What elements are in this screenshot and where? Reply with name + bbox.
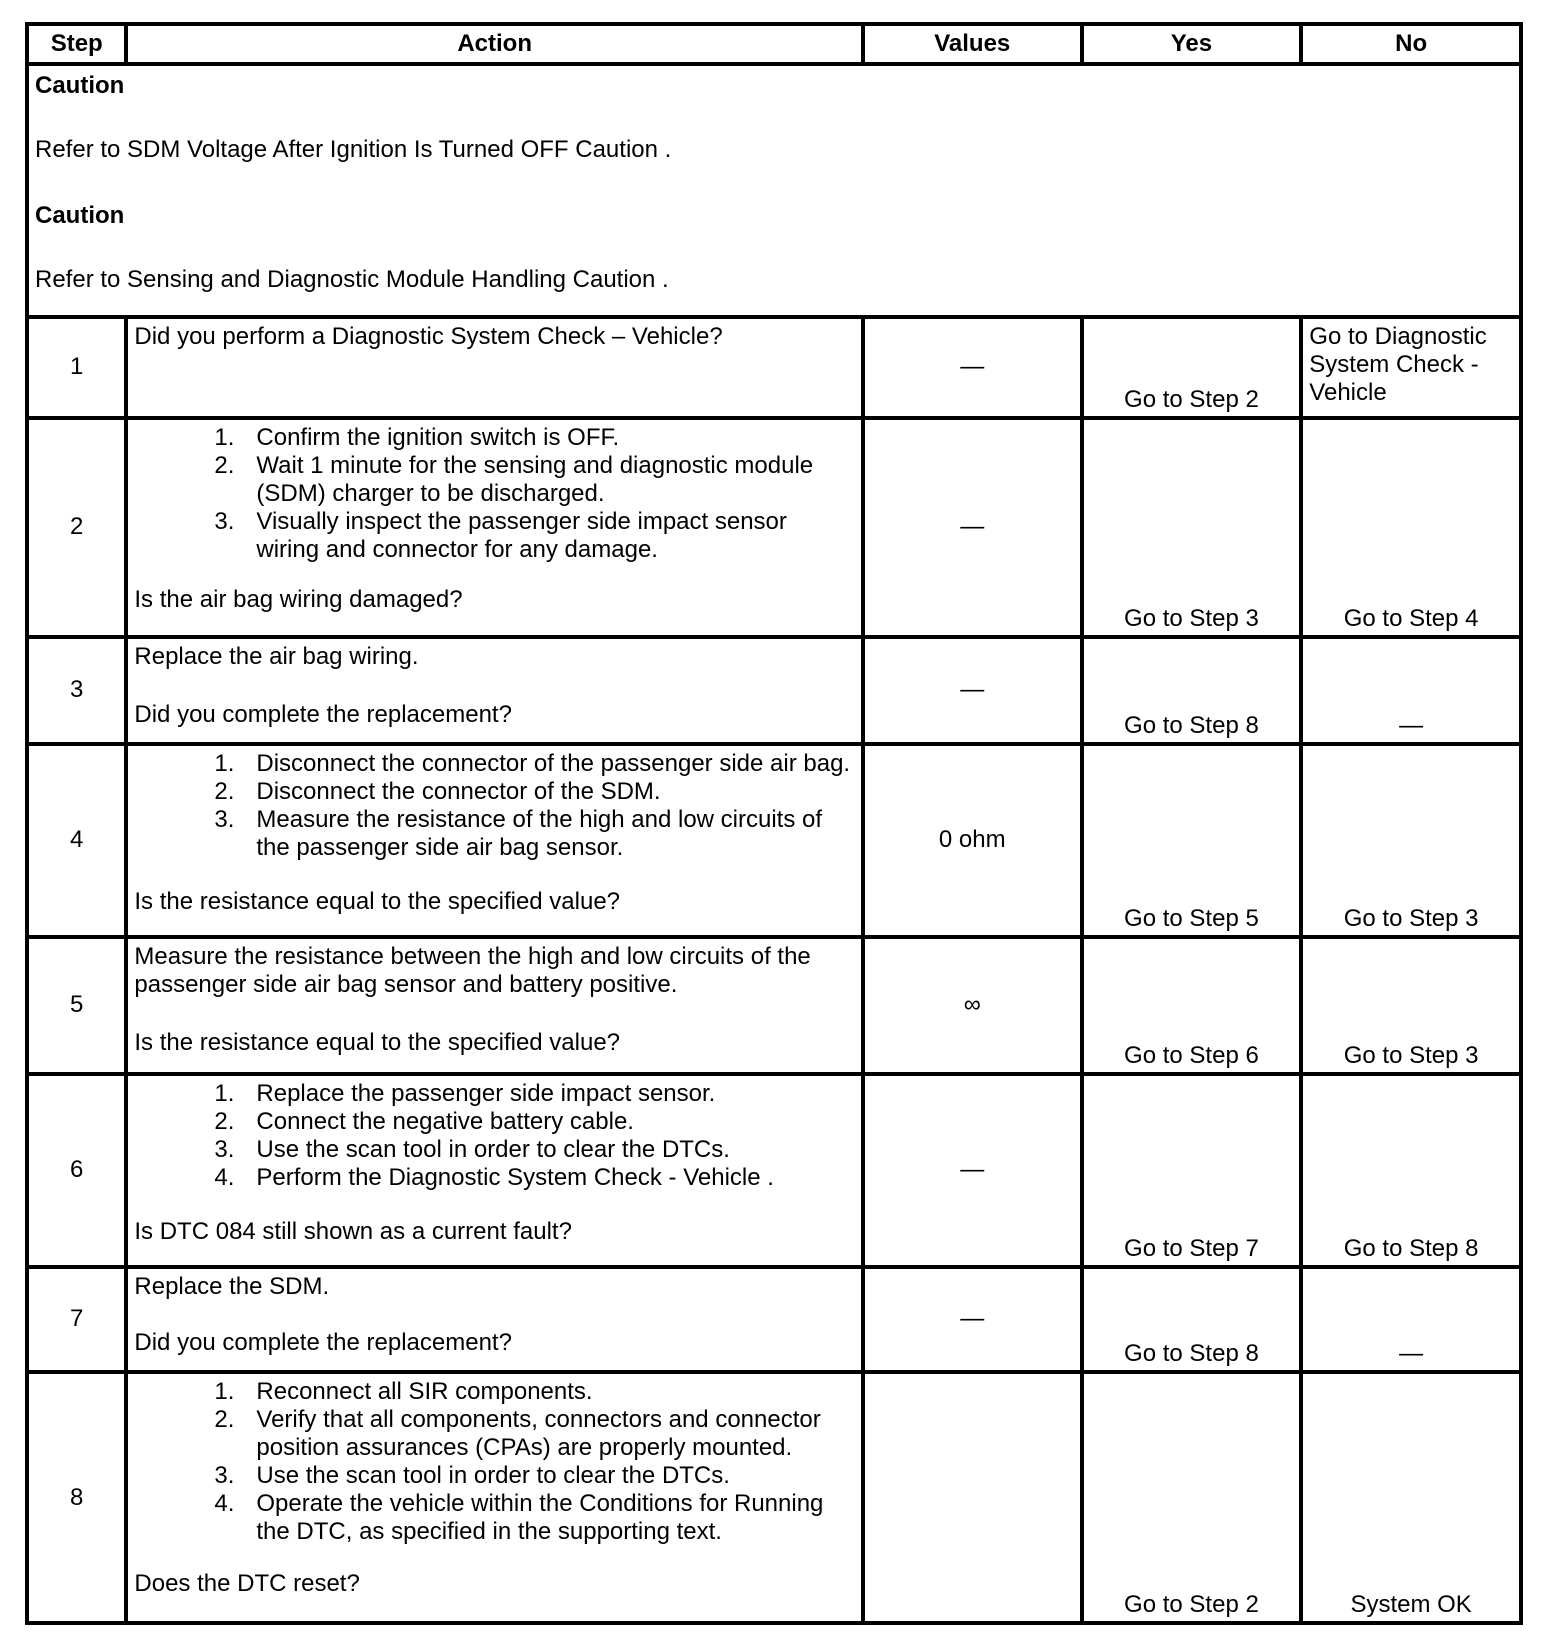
table-row (27, 418, 1521, 637)
no-cell: Go to Step 8 (1301, 1074, 1521, 1267)
caution-title: Caution (35, 202, 125, 229)
yes-cell: Go to Step 2 (1082, 1372, 1302, 1623)
list-item (134, 1164, 855, 1192)
list-item (134, 1490, 855, 1546)
action-cell (126, 937, 863, 1074)
list-item-text: Disconnect the connector of the SDM. (256, 777, 661, 805)
list-item-text: Reconnect all SIR components. (256, 1378, 593, 1406)
col-header-step: Step (27, 24, 126, 64)
action-cell (126, 637, 863, 744)
list-item (134, 1108, 855, 1136)
no-cell: Go to Step 3 (1301, 744, 1521, 937)
list-item (134, 452, 855, 508)
step-number: 8 (27, 1372, 126, 1623)
table-row (27, 317, 1521, 418)
list-item-number: 3. (214, 1135, 235, 1163)
action-cell (126, 1074, 863, 1267)
yes-cell: Go to Step 2 (1082, 317, 1302, 418)
list-item-number: 4. (214, 1163, 235, 1191)
action-question: Did you complete the replacement? (134, 1328, 512, 1356)
action-list (134, 750, 855, 862)
list-item (134, 778, 855, 806)
no-cell: Go to Step 3 (1301, 937, 1521, 1074)
yes-cell: Go to Step 8 (1082, 637, 1302, 744)
list-item-number: 1. (214, 423, 235, 451)
list-item-text: Wait 1 minute for the sensing and diagnostic module (SDM) charger to be discharged. (256, 451, 814, 507)
yes-cell: Go to Step 7 (1082, 1074, 1302, 1267)
no-cell: Go to Step 4 (1301, 418, 1521, 637)
list-item-number: 1. (214, 1378, 235, 1406)
list-item-text: Verify that all components, connectors and connector position assurances (CPAs) are properly mounted. (256, 1406, 821, 1462)
no-cell: — (1301, 1267, 1521, 1372)
col-header-yes: Yes (1082, 24, 1302, 64)
list-item-text: Use the scan tool in order to clear the DTCs. (256, 1135, 730, 1163)
caution-title: Caution (35, 72, 125, 99)
caution-text: Refer to Sensing and Diagnostic Module Handling Caution . (35, 266, 669, 293)
no-cell: Go to Diagnostic System Check - Vehicle (1301, 317, 1521, 418)
list-item-number: 2. (214, 1406, 235, 1434)
table-row (27, 1074, 1521, 1267)
list-item (134, 1136, 855, 1164)
list-item-text: Connect the negative battery cable. (256, 1107, 634, 1135)
list-item (134, 1406, 855, 1462)
list-item (134, 1378, 855, 1406)
list-item-text: Replace the passenger side impact sensor. (256, 1079, 716, 1107)
list-item-text: Measure the resistance of the high and low circuits of the passenger side air bag sensor. (256, 805, 823, 861)
list-item-number: 2. (214, 1107, 235, 1135)
no-cell: — (1301, 637, 1521, 744)
action-question: Did you complete the replacement? (134, 700, 512, 728)
values-cell: 0 ohm (863, 744, 1082, 937)
diagnostic-table (25, 22, 1523, 1625)
col-header-values: Values (863, 24, 1082, 64)
values-cell: — (863, 1267, 1082, 1372)
values-cell: — (863, 317, 1082, 418)
action-cell (126, 744, 863, 937)
action-question: Is the resistance equal to the specified value? (134, 887, 621, 915)
action-text: Did you perform a Diagnostic System Check – Vehicle? (134, 323, 723, 351)
action-cell (126, 317, 863, 418)
table-body (27, 64, 1521, 1623)
step-number: 6 (27, 1074, 126, 1267)
action-text: Replace the air bag wiring. (134, 642, 419, 670)
col-header-action: Action (126, 24, 863, 64)
list-item-number: 2. (214, 451, 235, 479)
list-item-text: Visually inspect the passenger side impact sensor wiring and connector for any damage. (256, 507, 787, 563)
values-cell: — (863, 1074, 1082, 1267)
list-item-number: 1. (214, 1079, 235, 1107)
action-list (134, 424, 855, 564)
step-number: 4 (27, 744, 126, 937)
list-item-text: Confirm the ignition switch is OFF. (256, 423, 620, 451)
header-row (27, 24, 1521, 64)
action-question: Is the air bag wiring damaged? (134, 585, 463, 613)
list-item-number: 1. (214, 749, 235, 777)
action-cell (126, 1372, 863, 1623)
table-row (27, 637, 1521, 744)
no-cell: System OK (1301, 1372, 1521, 1623)
yes-cell: Go to Step 3 (1082, 418, 1302, 637)
col-header-no: No (1301, 24, 1521, 64)
caution-row (27, 64, 1521, 317)
yes-cell: Go to Step 8 (1082, 1267, 1302, 1372)
list-item-text: Perform the Diagnostic System Check - Vehicle . (256, 1163, 774, 1191)
action-text: Replace the SDM. (134, 1272, 330, 1300)
list-item-text: Disconnect the connector of the passenger side air bag. (256, 749, 851, 777)
list-item-text: Operate the vehicle within the Conditions for Running the DTC, as specified in the supporting text. (256, 1490, 824, 1546)
list-item-text: Use the scan tool in order to clear the DTCs. (256, 1462, 730, 1490)
table-row (27, 937, 1521, 1074)
action-cell (126, 418, 863, 637)
list-item (134, 1080, 855, 1108)
action-cell (126, 1267, 863, 1372)
action-question: Is DTC 084 still shown as a current fault? (134, 1217, 572, 1245)
step-number: 3 (27, 637, 126, 744)
caution-text: Refer to SDM Voltage After Ignition Is Turned OFF Caution . (35, 136, 672, 163)
table-row (27, 744, 1521, 937)
step-number: 1 (27, 317, 126, 418)
values-cell (863, 1372, 1082, 1623)
list-item-number: 3. (214, 1462, 235, 1490)
values-cell: — (863, 637, 1082, 744)
action-question: Is the resistance equal to the specified value? (134, 1028, 621, 1056)
step-number: 5 (27, 937, 126, 1074)
list-item (134, 1462, 855, 1490)
action-list (134, 1378, 855, 1546)
list-item-number: 3. (214, 805, 235, 833)
list-item (134, 424, 855, 452)
step-number: 7 (27, 1267, 126, 1372)
yes-cell: Go to Step 6 (1082, 937, 1302, 1074)
table-row (27, 1372, 1521, 1623)
yes-cell: Go to Step 5 (1082, 744, 1302, 937)
list-item-number: 2. (214, 777, 235, 805)
values-cell: — (863, 418, 1082, 637)
list-item (134, 750, 855, 778)
list-item (134, 806, 855, 862)
table-row (27, 1267, 1521, 1372)
list-item-number: 3. (214, 507, 235, 535)
list-item (134, 508, 855, 564)
step-number: 2 (27, 418, 126, 637)
action-question: Does the DTC reset? (134, 1570, 360, 1598)
list-item-number: 4. (214, 1490, 235, 1518)
action-text: Measure the resistance between the high and low circuits of the passenger side air bag sensor and battery positive. (134, 942, 811, 998)
action-list (134, 1080, 855, 1192)
caution-cell (27, 64, 1521, 317)
values-cell: ∞ (863, 937, 1082, 1074)
